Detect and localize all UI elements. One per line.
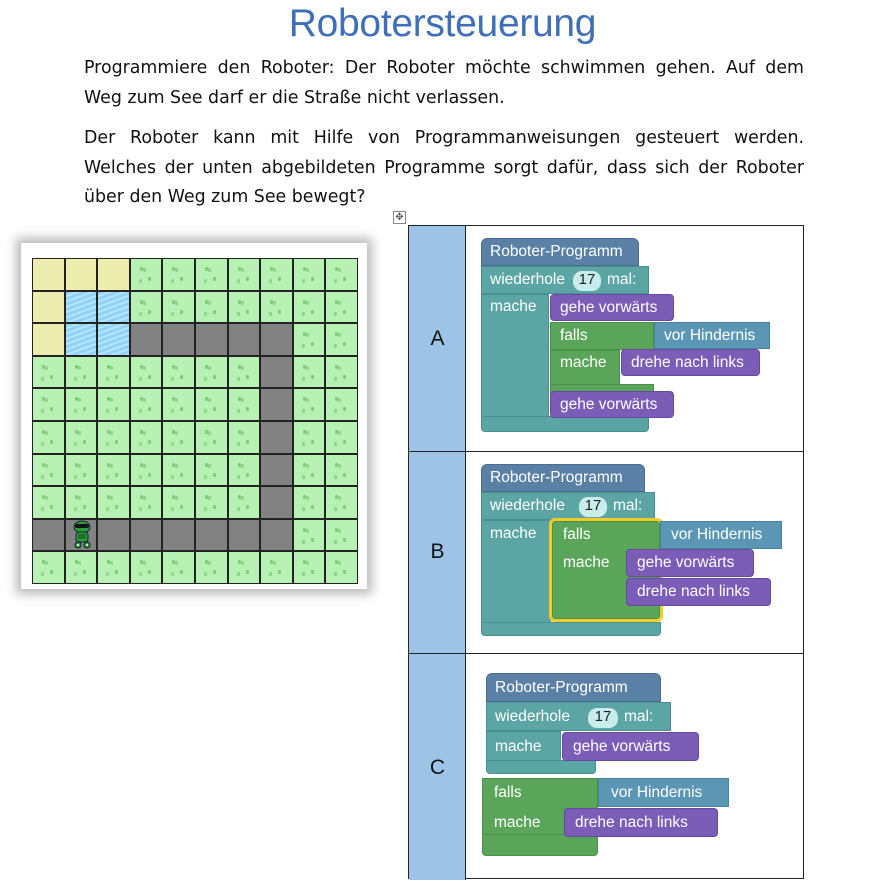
map-cell-grass [294, 389, 325, 420]
map-cell-grass [229, 455, 260, 486]
map-cell-grass [326, 422, 357, 453]
map-cell-grass [33, 552, 64, 583]
repeat-footer [486, 760, 596, 774]
options-table [408, 225, 804, 879]
map-grid [32, 258, 358, 584]
robot-icon [69, 520, 95, 550]
map-cell-road [98, 520, 129, 551]
map-cell-grass [294, 520, 325, 551]
program-header-block[interactable]: Roboter-Programm [486, 673, 661, 702]
repeat-footer [481, 416, 649, 432]
map-cell-grass [66, 552, 97, 583]
map-cell-grass [163, 259, 194, 290]
map-cell-grass [196, 357, 227, 388]
map-cell-grass [98, 552, 129, 583]
map-cell-grass [229, 487, 260, 518]
repeat-block[interactable]: wiederhole 17 mal: [481, 492, 655, 520]
map-cell-grass [326, 552, 357, 583]
map-cell-grass [66, 455, 97, 486]
map-cell-grass [229, 292, 260, 323]
move-forward-block[interactable]: gehe vorwärts [550, 391, 674, 418]
map-cell-grass [131, 292, 162, 323]
map-cell-grass [326, 292, 357, 323]
map-cell-grass [196, 259, 227, 290]
map-cell-grass [131, 357, 162, 388]
option-label-cell [409, 226, 466, 451]
map-cell-road [163, 324, 194, 355]
map-cell-grass [163, 487, 194, 518]
option-label: B [430, 540, 445, 563]
condition-block[interactable]: vor Hindernis [654, 322, 770, 349]
option-label: C [429, 756, 446, 779]
option-row-c [409, 653, 803, 880]
map-cell-grass [163, 422, 194, 453]
map-cell-road [33, 520, 64, 551]
map-cell-grass [326, 487, 357, 518]
if-block[interactable]: falls mache [482, 778, 598, 836]
map-cell-grass [33, 487, 64, 518]
map-cell-grass [196, 389, 227, 420]
repeat-count[interactable]: 17 [588, 708, 618, 728]
map-cell-road [131, 520, 162, 551]
map-cell-grass [326, 455, 357, 486]
move-forward-block[interactable]: gehe vorwärts [626, 549, 754, 577]
map-cell-road [261, 487, 292, 518]
robot-map [21, 243, 367, 589]
turn-left-block[interactable]: drehe nach links [564, 808, 718, 837]
turn-left-block[interactable]: drehe nach links [626, 578, 771, 606]
map-cell-grass [66, 357, 97, 388]
map-cell-grass [131, 552, 162, 583]
map-cell-grass [196, 455, 227, 486]
option-row-b [409, 451, 803, 653]
map-cell-grass [294, 552, 325, 583]
map-cell-grass [229, 357, 260, 388]
repeat-body-block: mache [486, 731, 561, 765]
program-header-block[interactable]: Roboter-Programm [481, 238, 639, 266]
map-cell-grass [229, 389, 260, 420]
map-cell-grass [131, 389, 162, 420]
map-cell-grass [294, 324, 325, 355]
map-cell-water [98, 292, 129, 323]
map-cell-road [163, 520, 194, 551]
map-cell-grass [196, 552, 227, 583]
map-cell-road [66, 520, 97, 551]
map-cell-road [261, 422, 292, 453]
option-label: A [430, 327, 445, 350]
map-cell-grass [196, 422, 227, 453]
map-cell-grass [98, 455, 129, 486]
map-cell-water [98, 324, 129, 355]
map-cell-grass [326, 324, 357, 355]
condition-block[interactable]: vor Hindernis [598, 778, 729, 807]
map-cell-grass [66, 422, 97, 453]
map-cell-road [229, 324, 260, 355]
program-header-block[interactable]: Roboter-Programm [481, 464, 645, 492]
condition-block[interactable]: vor Hindernis [660, 521, 782, 549]
option-row-a [409, 226, 803, 451]
map-cell-road [131, 324, 162, 355]
repeat-count[interactable]: 17 [573, 271, 601, 291]
if-block-selected[interactable]: falls mache [552, 521, 660, 619]
map-cell-grass [131, 259, 162, 290]
move-forward-block[interactable]: gehe vorwärts [562, 732, 699, 761]
map-cell-grass [33, 422, 64, 453]
map-cell-grass [229, 552, 260, 583]
repeat-footer [481, 622, 661, 636]
map-cell-grass [294, 357, 325, 388]
map-cell-road [229, 520, 260, 551]
intro-paragraph: Programmiere den Roboter: Der Roboter möchte schwimmen gehen. Auf dem Weg zum See darf er die Straße nicht verlassen. [84, 58, 804, 108]
map-cell-sand [33, 292, 64, 323]
map-cell-grass [326, 520, 357, 551]
map-cell-sand [98, 259, 129, 290]
map-cell-road [196, 324, 227, 355]
map-cell-grass [326, 357, 357, 388]
map-cell-grass [66, 389, 97, 420]
repeat-body-block: mache [481, 294, 549, 424]
map-cell-road [261, 520, 292, 551]
repeat-block[interactable]: wiederhole 17 mal: [481, 266, 649, 294]
map-cell-grass [163, 292, 194, 323]
map-cell-water [66, 292, 97, 323]
repeat-count[interactable]: 17 [579, 497, 607, 517]
map-cell-grass [261, 292, 292, 323]
map-cell-road [261, 324, 292, 355]
repeat-block[interactable]: wiederhole 17 mal: [486, 702, 671, 731]
map-cell-sand [33, 324, 64, 355]
map-cell-grass [131, 422, 162, 453]
map-cell-grass [261, 552, 292, 583]
map-cell-grass [33, 357, 64, 388]
move-forward-block[interactable]: gehe vorwärts [550, 294, 674, 321]
option-label-cell [409, 452, 466, 653]
map-cell-grass [326, 389, 357, 420]
map-cell-grass [294, 455, 325, 486]
map-cell-grass [294, 292, 325, 323]
if-body-block: mache [550, 350, 620, 390]
map-cell-grass [261, 259, 292, 290]
map-cell-road [261, 357, 292, 388]
map-cell-grass [294, 487, 325, 518]
table-move-handle-icon[interactable]: ✥ [393, 211, 406, 224]
map-cell-grass [131, 455, 162, 486]
map-cell-grass [66, 487, 97, 518]
map-cell-grass [326, 259, 357, 290]
turn-left-block[interactable]: drehe nach links [621, 349, 760, 376]
if-footer [482, 834, 598, 856]
map-cell-sand [66, 259, 97, 290]
map-cell-road [261, 455, 292, 486]
map-cell-grass [229, 422, 260, 453]
map-cell-water [66, 324, 97, 355]
map-cell-grass [163, 552, 194, 583]
map-cell-grass [98, 357, 129, 388]
map-cell-grass [294, 422, 325, 453]
map-cell-grass [163, 455, 194, 486]
map-cell-grass [196, 292, 227, 323]
map-cell-grass [196, 487, 227, 518]
map-cell-grass [33, 455, 64, 486]
if-block[interactable]: falls [550, 322, 654, 350]
repeat-body-block: mache [481, 520, 551, 630]
page-title: Robotersteuerung [288, 2, 597, 45]
question-paragraph: Der Roboter kann mit Hilfe von Programmanweisungen gesteuert werden. Welches der unten abgebildeten Programme sorgt dafür, dass sich der Roboter über den Weg zum See bewegt? [84, 128, 804, 207]
map-cell-grass [98, 487, 129, 518]
option-label-cell [409, 654, 466, 880]
map-cell-road [196, 520, 227, 551]
map-cell-grass [294, 259, 325, 290]
map-cell-grass [98, 389, 129, 420]
map-cell-road [261, 389, 292, 420]
map-cell-grass [131, 487, 162, 518]
map-cell-grass [229, 259, 260, 290]
map-cell-grass [98, 422, 129, 453]
map-cell-grass [163, 389, 194, 420]
map-cell-grass [163, 357, 194, 388]
map-cell-grass [33, 389, 64, 420]
map-cell-sand [33, 259, 64, 290]
